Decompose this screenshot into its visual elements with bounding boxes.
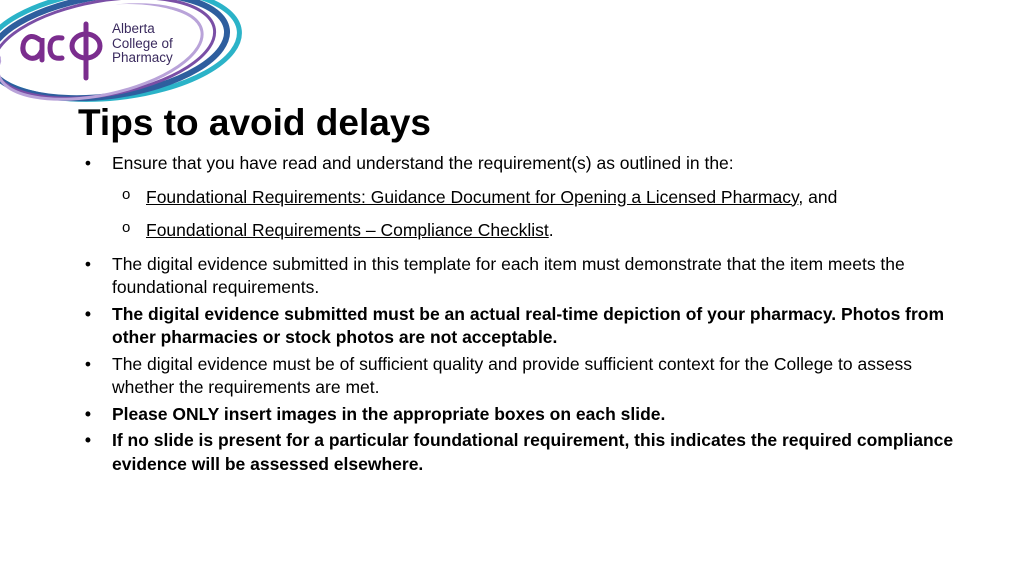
bullet-text: The digital evidence must be of sufficient quality and provide sufficient context for the College to assess whether the requirements are met. bbox=[112, 353, 912, 397]
bullet-marker: • bbox=[84, 153, 92, 173]
bullet-item bbox=[82, 152, 962, 176]
bullet-item bbox=[82, 353, 962, 400]
bullet-marker: • bbox=[84, 403, 92, 424]
sub-bullet-marker: o bbox=[122, 185, 131, 203]
bullet-marker: • bbox=[84, 353, 92, 374]
bullet-marker: • bbox=[84, 303, 92, 324]
compliance-checklist-link[interactable]: Foundational Requirements – Compliance Checklist bbox=[146, 220, 549, 240]
college-logo bbox=[0, 0, 245, 110]
bullet-item bbox=[82, 403, 962, 427]
sub-item-suffix: . bbox=[548, 220, 554, 240]
sub-item-suffix: , and bbox=[798, 186, 838, 207]
sub-bullet-marker: o bbox=[122, 219, 131, 236]
bullet-marker: • bbox=[84, 430, 92, 450]
bullet-marker: • bbox=[84, 253, 92, 274]
guidance-document-link[interactable]: Foundational Requirements: Guidance Document for Opening a Licensed Pharmacy bbox=[146, 186, 799, 207]
bullet-list bbox=[82, 152, 962, 476]
sub-item bbox=[82, 186, 962, 210]
logo-line: Pharmacy bbox=[112, 50, 173, 65]
slide-title: Tips to avoid delays bbox=[78, 102, 431, 143]
logo-line: College of bbox=[112, 35, 173, 51]
bullet-item bbox=[82, 303, 962, 350]
bullet-text: Ensure that you have read and understand the requirement(s) as outlined in the: bbox=[112, 153, 734, 173]
sub-item bbox=[82, 219, 962, 243]
bullet-text: Please ONLY insert images in the appropriate boxes on each slide. bbox=[112, 403, 666, 424]
bullet-text: The digital evidence submitted in this template for each item must demonstrate that the item meets the foundational requirements. bbox=[112, 253, 905, 297]
logo-line: Alberta bbox=[112, 21, 155, 36]
bullet-item bbox=[82, 253, 962, 300]
bullet-text: The digital evidence submitted must be an actual real-time depiction of your pharmacy. Photos from other pharmacies or stock photos are not acceptable. bbox=[112, 303, 945, 347]
logo-wordmark bbox=[112, 22, 173, 66]
bullet-item bbox=[82, 429, 962, 476]
bullet-text: If no slide is present for a particular foundational requirement, this indicates the required compliance evidence will be assessed elsewhere. bbox=[112, 430, 954, 474]
